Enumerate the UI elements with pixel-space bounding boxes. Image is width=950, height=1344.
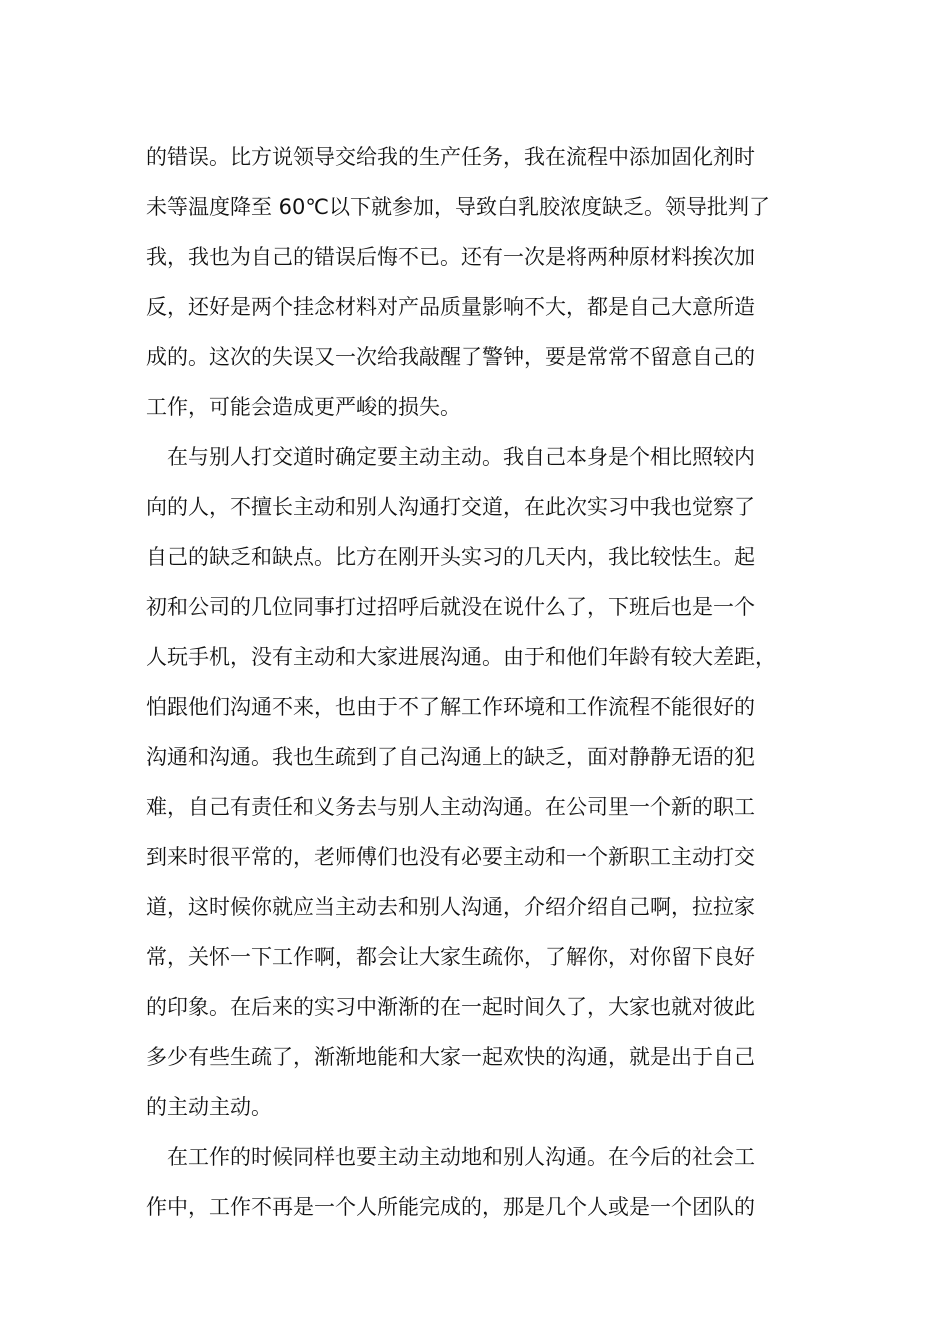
text-line: 成的。这次的失误又一次给我敲醒了警钟，要是常常不留意自己的	[146, 345, 755, 369]
text-line: 怕跟他们沟通不来，也由于不了解工作环境和工作流程不能很好的	[146, 695, 755, 719]
text-line: 我，我也为自己的错误后悔不已。还有一次是将两种原材料挨次加	[146, 245, 755, 269]
text-line: 的印象。在后来的实习中渐渐的在一起时间久了，大家也就对彼此	[146, 995, 755, 1019]
text-line: 未等温度降至 60℃以下就参加，导致白乳胶浓度缺乏。领导批判了	[146, 195, 770, 219]
text-line: 到来时很平常的，老师傅们也没有必要主动和一个新职工主动打交	[146, 845, 755, 869]
text-line: 多少有些生疏了，渐渐地能和大家一起欢快的沟通，就是出于自己	[146, 1045, 755, 1069]
text-line: 向的人，不擅长主动和别人沟通打交道，在此次实习中我也觉察了	[146, 495, 755, 519]
text-line: 常，关怀一下工作啊，都会让大家生疏你，了解你，对你留下良好	[146, 945, 755, 969]
text-line: 工作，可能会造成更严峻的损失。	[146, 395, 461, 419]
paragraph-start-line: 在工作的时候同样也要主动主动地和别人沟通。在今后的社会工	[167, 1145, 755, 1169]
text-line: 人玩手机，没有主动和大家进展沟通。由于和他们年龄有较大差距，	[146, 645, 776, 669]
text-line: 反，还好是两个挂念材料对产品质量影响不大，都是自己大意所造	[146, 295, 755, 319]
text-line: 道，这时候你就应当主动去和别人沟通，介绍介绍自己啊，拉拉家	[146, 895, 755, 919]
text-line: 的错误。比方说领导交给我的生产任务，我在流程中添加固化剂时	[146, 145, 755, 169]
text-line: 难，自己有责任和义务去与别人主动沟通。在公司里一个新的职工	[146, 795, 755, 819]
text-line: 沟通和沟通。我也生疏到了自己沟通上的缺乏，面对静静无语的犯	[146, 745, 755, 769]
text-line: 作中，工作不再是一个人所能完成的，那是几个人或是一个团队的	[146, 1195, 755, 1219]
body-text	[146, 132, 816, 1232]
text-line: 的主动主动。	[146, 1095, 272, 1119]
paragraph-start-line: 在与别人打交道时确定要主动主动。我自己本身是个相比照较内	[167, 445, 755, 469]
text-line: 自己的缺乏和缺点。比方在刚开头实习的几天内，我比较怯生。起	[146, 545, 755, 569]
text-line: 初和公司的几位同事打过招呼后就没在说什么了，下班后也是一个	[146, 595, 755, 619]
